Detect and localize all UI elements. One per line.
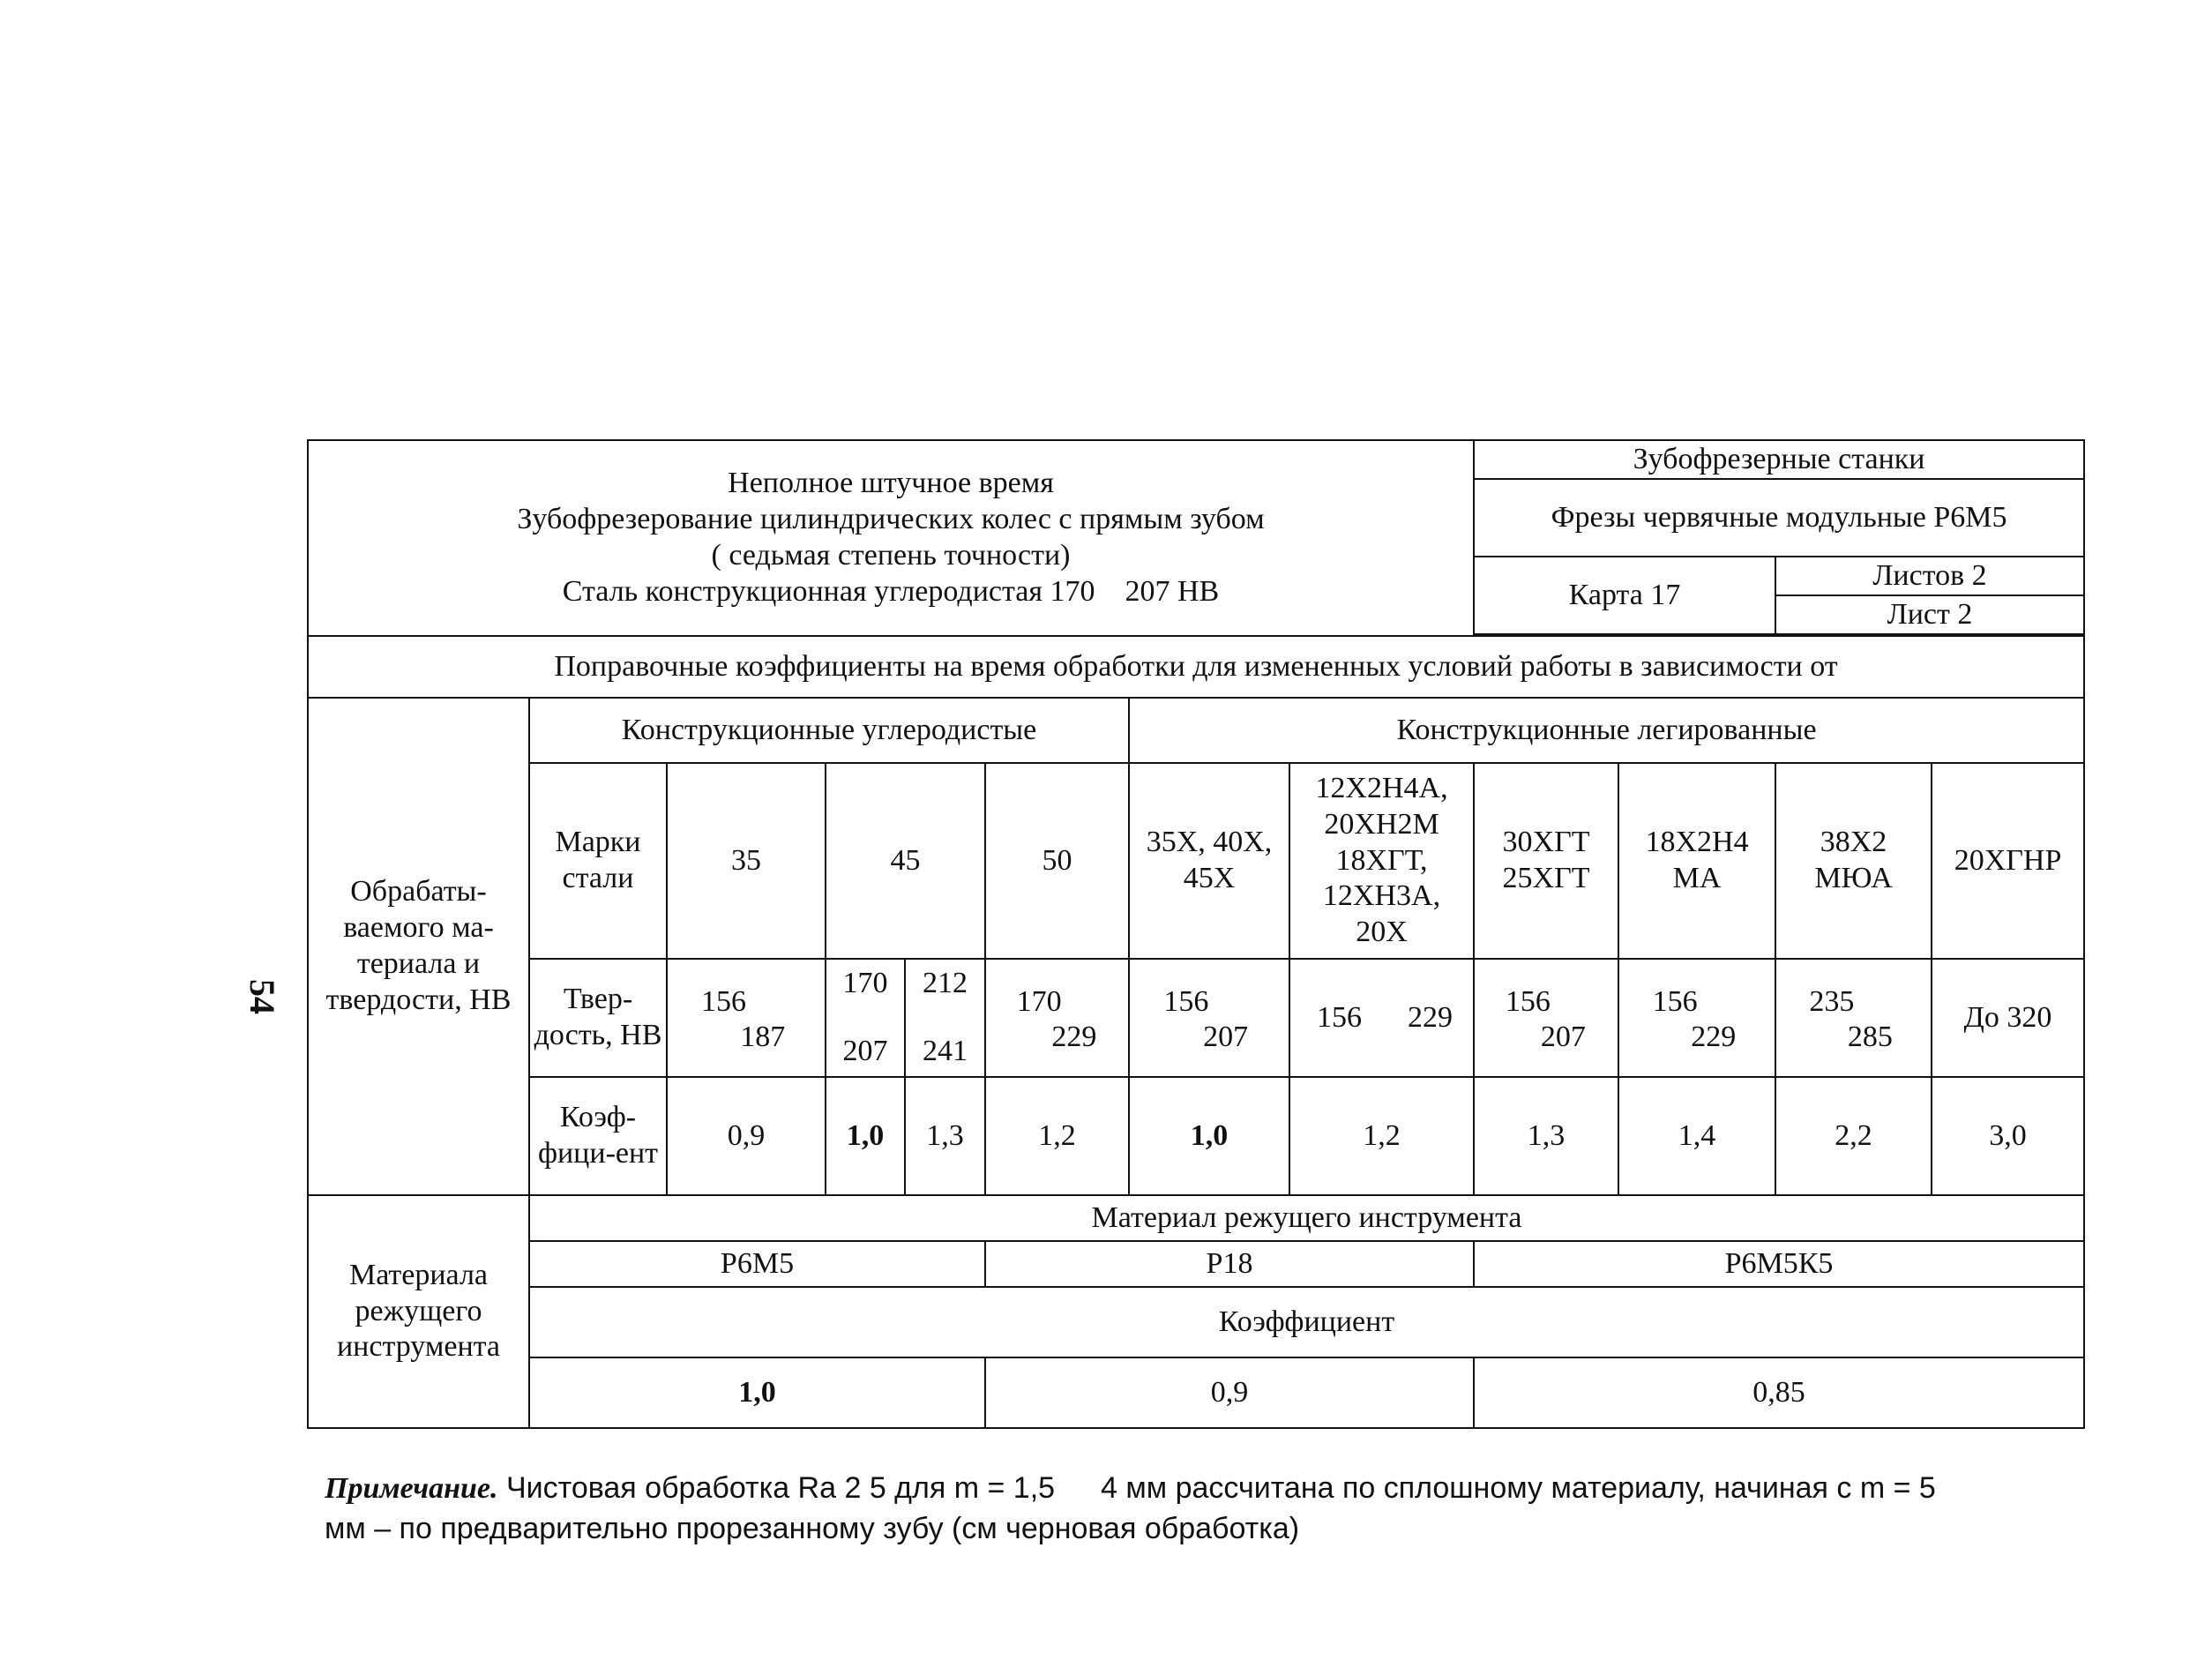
hardness-12x2n4a: [1289, 959, 1474, 1077]
carbon-steel-group: Конструкционные углеродистые: [529, 698, 1129, 763]
hardness-35: [667, 959, 826, 1077]
hardness-max: 229: [1408, 1000, 1453, 1034]
tool-coef-p18: 0,9: [985, 1357, 1474, 1428]
hardness-35x: [1129, 959, 1289, 1077]
hardness-min: 170: [842, 967, 888, 999]
hardness-label: Твер-дость, НВ: [529, 959, 667, 1077]
document-title: [308, 440, 1474, 636]
footnote-text-a: Чистовая обработка Ra 2 5 для m = 1,5: [505, 1471, 1056, 1505]
hardness-min: 156: [1505, 985, 1551, 1018]
tool-material-p6m5: Р6М5: [529, 1241, 985, 1287]
hardness-min: 156: [1652, 985, 1698, 1018]
grade-45: 45: [826, 763, 985, 959]
hardness-max: 207: [1540, 1021, 1586, 1053]
title-line-1: Неполное штучное время: [728, 467, 1054, 500]
hardness-max: 207: [842, 1035, 888, 1068]
title-line-4: Сталь конструкционная углеродистая 170 207 НВ: [562, 574, 1220, 608]
coef-30xgt: 1,3: [1474, 1077, 1618, 1195]
grade-20xgnr: 20ХГНР: [1932, 763, 2084, 959]
hardness-max: 207: [1203, 1021, 1249, 1053]
tool-material-title: Материал режущего инструмента: [529, 1195, 2084, 1241]
hardness-min: 212: [923, 967, 968, 999]
workpiece-material-label: Обрабаты-ваемого ма-териала и твердости, НВ: [308, 698, 529, 1195]
tool-coef-p6m5k5: 0,85: [1474, 1357, 2084, 1428]
footnote-text-b: 4 мм рассчитана по сплошному материалу, начиная с m = 5: [1101, 1471, 1936, 1505]
hardness-20xgnr: До 320: [1932, 959, 2084, 1077]
hardness-45a: [826, 959, 905, 1077]
hardness-38x2myua: [1775, 959, 1932, 1077]
grade-35x: 35Х, 40Х, 45Х: [1129, 763, 1289, 959]
card-number: Карта 17: [1474, 557, 1775, 634]
footnote: [325, 1469, 2097, 1550]
coef-50: 1,2: [985, 1077, 1129, 1195]
hardness-max: 285: [1847, 1021, 1893, 1053]
alloy-steel-group: Конструкционные легированные: [1129, 698, 2084, 763]
grade-38x2myua: 38Х2 МЮА: [1775, 763, 1932, 959]
coefficient-label: Коэф-фици-ент: [529, 1077, 667, 1195]
section-title: Поправочные коэффициенты на время обработки для измененных условий работы в зависимости от: [308, 636, 2084, 698]
coef-45a: 1,0: [826, 1077, 905, 1195]
tool-material-p6m5k5: Р6М5К5: [1474, 1241, 2084, 1287]
hardness-min: 170: [1016, 985, 1062, 1018]
page-number: 54: [243, 979, 283, 1014]
hardness-min: 156: [701, 985, 746, 1018]
hardness-45b: [905, 959, 985, 1077]
steel-grades-label: Марки стали: [529, 763, 667, 959]
sheet-number: Лист 2: [1775, 595, 2084, 634]
tool-coef-p6m5: 1,0: [529, 1357, 985, 1428]
title-line-2: Зубофрезерование цилиндрических колес с прямым зубом: [517, 503, 1265, 536]
grade-12x2n4a: 12Х2Н4А, 20ХН2М 18ХГТ, 12ХН3А, 20Х: [1289, 763, 1474, 959]
grade-18x2n4ma: 18Х2Н4 МА: [1618, 763, 1775, 959]
coef-12x2n4a: 1,2: [1289, 1077, 1474, 1195]
hardness-max: 187: [740, 1021, 786, 1053]
coef-45b: 1,3: [905, 1077, 985, 1195]
hardness-max: 241: [923, 1035, 968, 1068]
hardness-30xgt: [1474, 959, 1618, 1077]
hardness-18x2n4ma: [1618, 959, 1775, 1077]
machine-type: Зубофрезерные станки: [1474, 440, 2084, 479]
hardness-max: 229: [1691, 1021, 1737, 1053]
grade-50: 50: [985, 763, 1129, 959]
hardness-min: 156: [1317, 1000, 1362, 1034]
tool-type: Фрезы червячные модульные Р6М5: [1474, 479, 2084, 557]
tool-material-label: Материала режущего инструмента: [308, 1195, 529, 1428]
footnote-text-c: мм – по предварительно прорезанному зубу (см черновая обработка): [325, 1511, 1300, 1545]
hardness-min: 156: [1163, 985, 1209, 1018]
tool-material-p18: Р18: [985, 1241, 1474, 1287]
coef-38x2myua: 2,2: [1775, 1077, 1932, 1195]
hardness-min: 235: [1809, 985, 1855, 1018]
hardness-max: 229: [1051, 1021, 1097, 1053]
coef-20xgnr: 3,0: [1932, 1077, 2084, 1195]
coef-18x2n4ma: 1,4: [1618, 1077, 1775, 1195]
grade-35: 35: [667, 763, 826, 959]
sheets-total: Листов 2: [1775, 557, 2084, 595]
tool-coefficient-title: Коэффициент: [529, 1287, 2084, 1357]
footnote-label: Примечание.: [325, 1472, 498, 1505]
coef-35: 0,9: [667, 1077, 826, 1195]
grade-30xgt: 30ХГТ 25ХГТ: [1474, 763, 1618, 959]
coef-35x: 1,0: [1129, 1077, 1289, 1195]
norm-table: [307, 439, 2085, 1429]
title-line-3: ( седьмая степень точности): [711, 539, 1071, 572]
hardness-50: [985, 959, 1129, 1077]
